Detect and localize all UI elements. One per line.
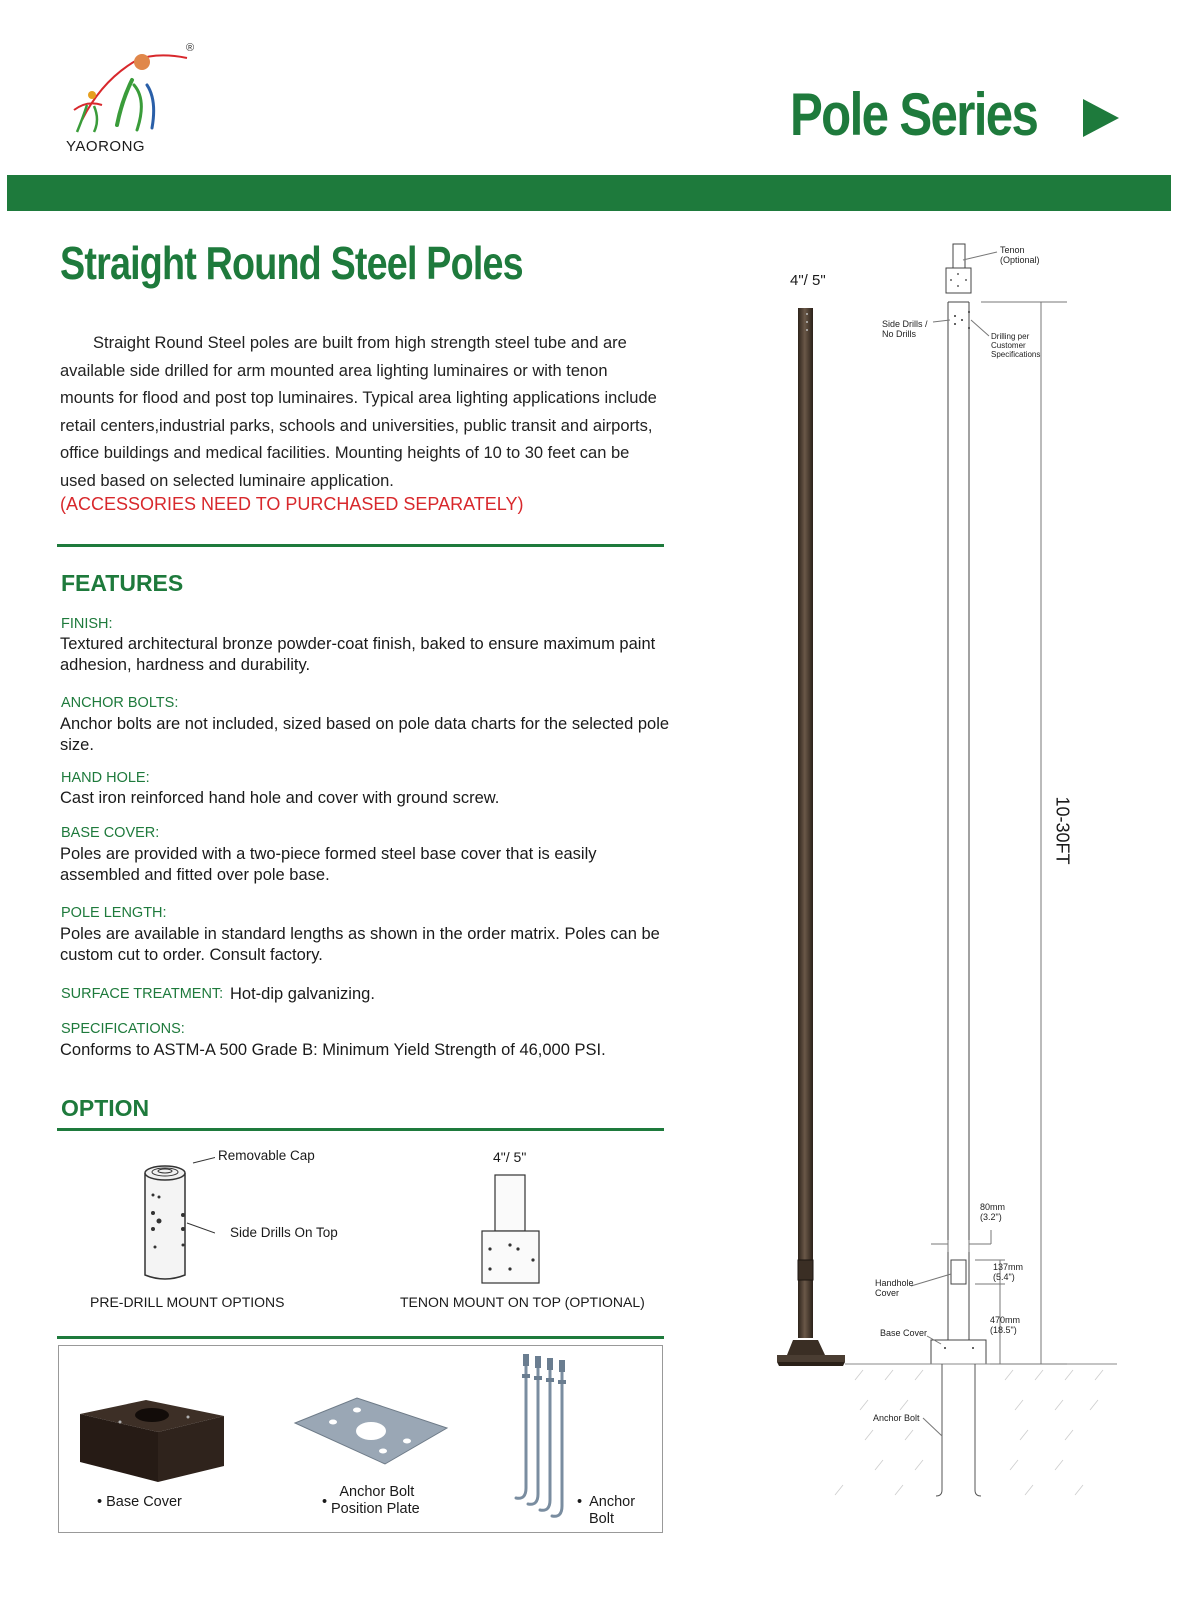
feature-label: ANCHOR BOLTS: <box>61 695 179 711</box>
drilling-line: Specifications <box>991 350 1041 359</box>
brand-name: YAORONG <box>66 138 146 155</box>
base-cover-label: • Base Cover <box>97 1494 182 1510</box>
dim-470mm <box>990 1315 1020 1335</box>
dim-line: 80mm <box>980 1202 1006 1212</box>
dim-80mm <box>980 1202 1005 1222</box>
intro-paragraph: Straight Round Steel poles are built from high strength steel tube and are available side drilled for arm mounted area lighting luminaires or with tenon mounts for flood and post top luminaires. Typical area lighting applications include retail centers,industrial parks, schools and universities, public transit and airports, office buildings and medical facilities. Mounting heights of 10 to 30 feet can be used based on selected luminaire application. <box>60 334 657 490</box>
base-cover-diagram-label: Base Cover <box>880 1328 928 1338</box>
page-title: Straight Round Steel Poles <box>60 237 523 289</box>
handhole-line: Handhole <box>875 1278 914 1288</box>
side-drills-line: Side Drills / <box>882 319 928 329</box>
bullet: • <box>322 1494 328 1510</box>
pre-drill-caption: PRE-DRILL MOUNT OPTIONS <box>90 1294 285 1310</box>
feature-text: Cast iron reinforced hand hole and cover with ground screw. <box>60 789 500 807</box>
tenon-label <box>1000 245 1040 265</box>
features-heading: FEATURES <box>61 570 184 596</box>
brand-logo <box>62 40 197 140</box>
yaorong-logo-icon <box>62 40 197 140</box>
option-heading: OPTION <box>61 1095 150 1121</box>
side-drills-line: No Drills <box>882 329 917 339</box>
removable-cap-label: Removable Cap <box>218 1148 315 1163</box>
tenon-illustration <box>478 1172 544 1287</box>
height-dimension-label: 10-30FT <box>1052 796 1073 865</box>
feature-label: SPECIFICATIONS: <box>61 1021 185 1037</box>
registered-mark: ® <box>186 42 195 54</box>
feature-label: FINISH: <box>61 616 113 632</box>
anchor-plate-line-1: Anchor Bolt <box>339 1484 415 1500</box>
technical-drawing <box>805 240 1125 1505</box>
drilling-label <box>991 332 1040 359</box>
pre-drill-illustration <box>135 1155 215 1290</box>
anchor-bolt-line-2: Bolt <box>589 1511 614 1527</box>
header-band <box>7 175 1171 211</box>
feature-label: SURFACE TREATMENT: <box>61 986 224 1002</box>
dim-line: (18.5") <box>990 1325 1017 1335</box>
divider <box>57 1336 664 1339</box>
dim-line: (3.2") <box>980 1212 1002 1222</box>
feature-text: Anchor bolts are not included, sized based on pole data charts for the selected pole size. <box>60 715 670 754</box>
feature-label: POLE LENGTH: <box>61 905 167 921</box>
anchor-plate-label <box>322 1484 420 1518</box>
pole-size-label: 4"/ 5" <box>790 272 826 289</box>
anchor-bolt-label <box>577 1494 635 1528</box>
feature-label: HAND HOLE: <box>61 770 150 786</box>
feature-label: BASE COVER: <box>61 825 160 841</box>
feature-text: Poles are available in standard lengths as shown in the order matrix. Poles can be custom cut to order. Consult factory. <box>60 925 660 964</box>
dim-line: 470mm <box>990 1315 1021 1325</box>
divider <box>57 544 664 547</box>
anchor-plate-image <box>293 1396 449 1466</box>
anchor-bolt-diagram-label: Anchor Bolt <box>873 1413 920 1423</box>
dim-line: (5.4") <box>993 1272 1015 1282</box>
handhole-line: Cover <box>875 1288 900 1298</box>
play-arrow-icon <box>1083 99 1119 137</box>
anchor-bolts-image <box>510 1348 580 1524</box>
tenon-label-line: Tenon <box>1000 245 1025 255</box>
base-cover-text: Base Cover <box>106 1494 182 1510</box>
feature-text: Textured architectural bronze powder-coat finish, baked to ensure maximum paint adhesion, hardness and durability. <box>60 635 656 674</box>
feature-text: Poles are provided with a two-piece formed steel base cover that is easily assembled and fitted over pole base. <box>60 845 597 884</box>
anchor-plate-line-2: Position Plate <box>331 1501 420 1517</box>
tenon-size-label: 4"/ 5" <box>493 1149 527 1165</box>
feature-text: Conforms to ASTM-A 500 Grade B: Minimum Yield Strength of 46,000 PSI. <box>60 1041 606 1059</box>
base-cover-image <box>76 1392 228 1488</box>
anchor-bolt-line-1: Anchor <box>589 1494 636 1510</box>
side-drills-label: Side Drills On Top <box>230 1225 338 1240</box>
dim-line: 137mm <box>993 1262 1024 1272</box>
drilling-line: Drilling per <box>991 332 1030 341</box>
side-drills-diagram-label <box>882 319 928 339</box>
feature-text: Hot-dip galvanizing. <box>230 985 375 1003</box>
divider <box>57 1128 664 1131</box>
handhole-cover-label <box>875 1278 914 1298</box>
bullet: • <box>577 1494 587 1510</box>
drilling-line: Customer <box>991 341 1026 350</box>
tenon-label-line: (Optional) <box>1000 255 1040 265</box>
tenon-caption: TENON MOUNT ON TOP (OPTIONAL) <box>400 1294 645 1310</box>
series-title: Pole Series <box>790 81 1038 148</box>
dim-137mm <box>993 1262 1023 1282</box>
accessories-warning: (ACCESSORIES NEED TO PURCHASED SEPARATELY) <box>60 494 524 514</box>
